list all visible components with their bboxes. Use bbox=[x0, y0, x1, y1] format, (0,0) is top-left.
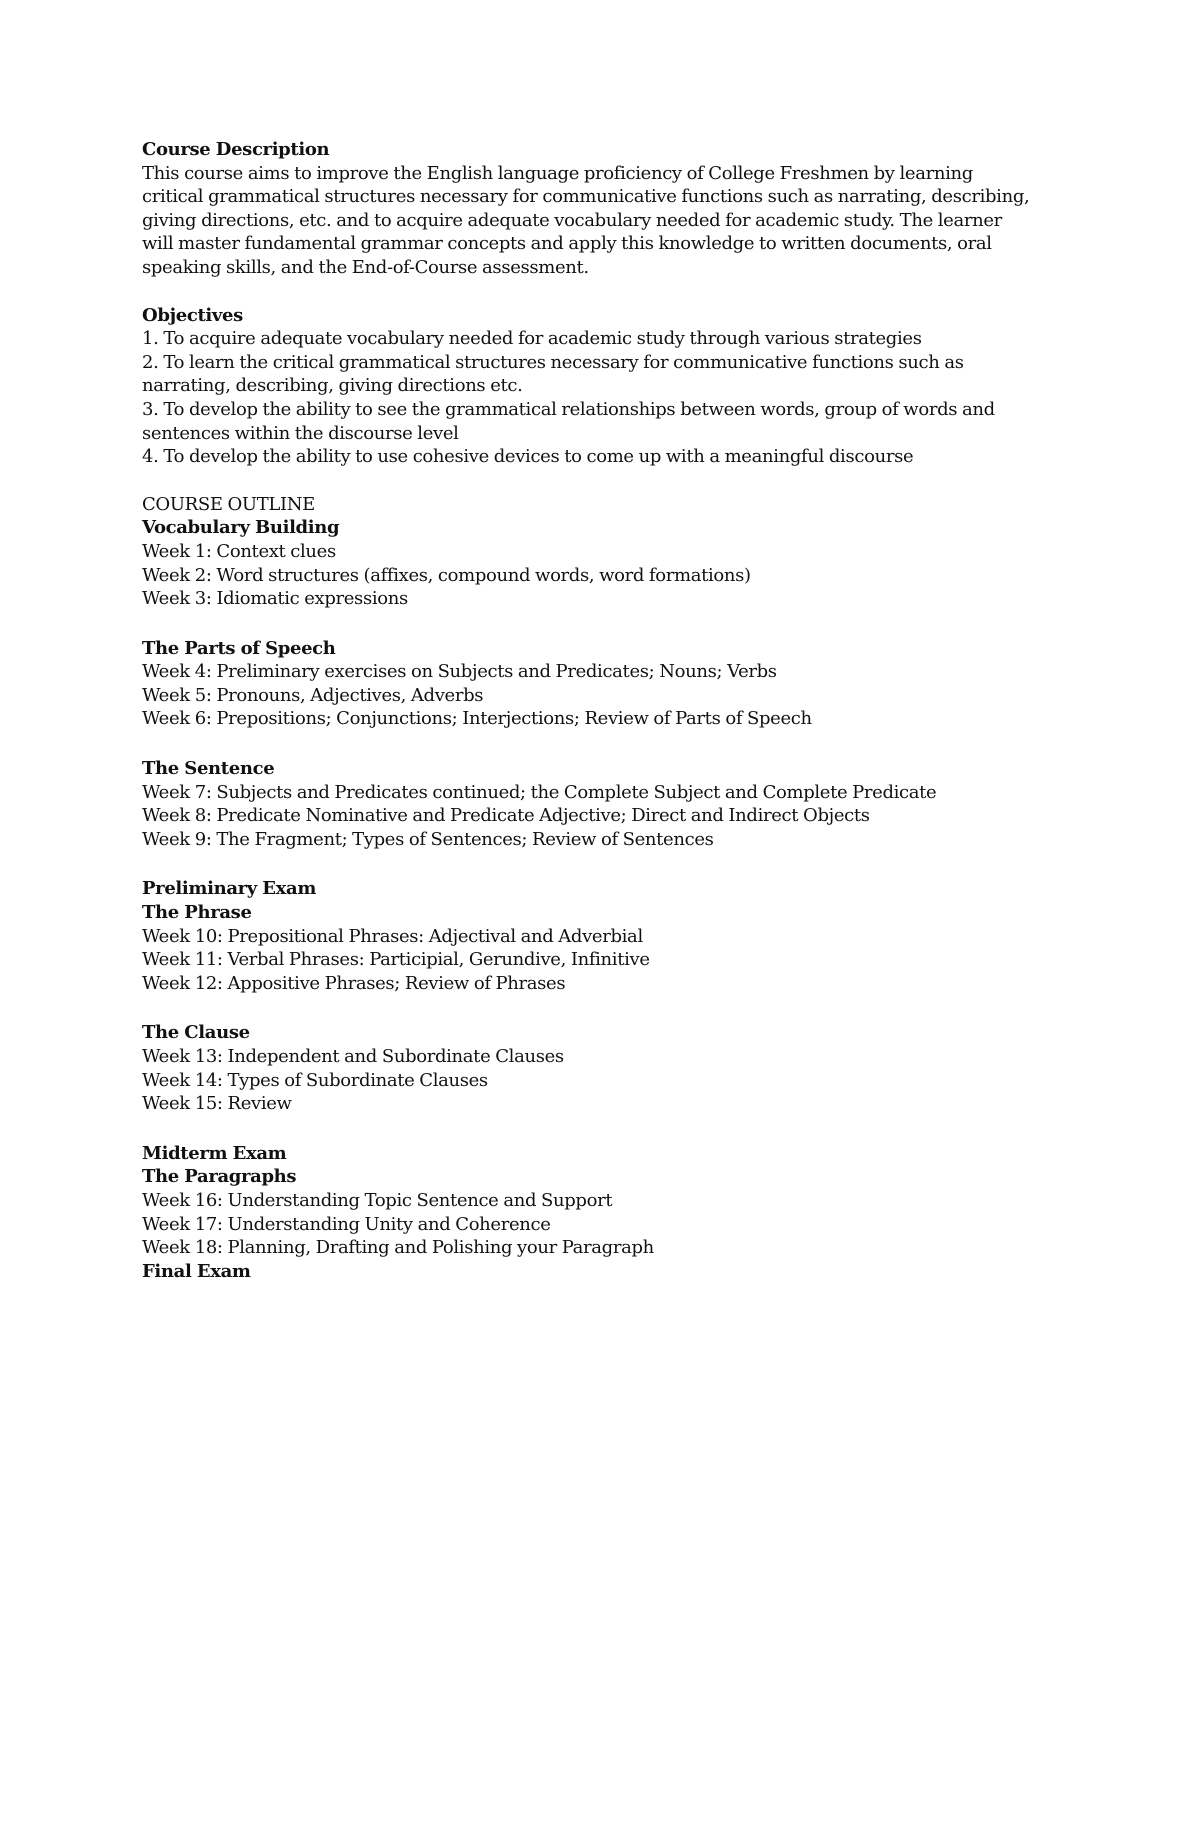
course-description-heading: Course Description bbox=[142, 139, 330, 160]
objective-line: sentences within the discourse level bbox=[142, 422, 459, 444]
week-item: Week 18: Planning, Drafting and Polishing your Paragraph bbox=[142, 1237, 654, 1259]
sentence-section bbox=[142, 757, 1062, 851]
spacer bbox=[142, 611, 1062, 637]
vocabulary-building-heading: Vocabulary Building bbox=[142, 517, 340, 539]
week-item: Week 16: Understanding Topic Sentence and Support bbox=[142, 1189, 613, 1211]
spacer bbox=[142, 469, 1062, 493]
week-item: Week 6: Prepositions; Conjunctions; Interjections; Review of Parts of Speech bbox=[142, 708, 812, 730]
clause-heading: The Clause bbox=[142, 1022, 250, 1044]
course-outline-title: COURSE OUTLINE bbox=[142, 493, 315, 515]
paragraphs-section bbox=[142, 1142, 1062, 1284]
objective-line: 4. To develop the ability to use cohesive devices to come up with a meaningful discourse bbox=[142, 446, 914, 468]
final-exam-heading: Final Exam bbox=[142, 1260, 251, 1282]
spacer bbox=[142, 731, 1062, 757]
week-item: Week 15: Review bbox=[142, 1093, 292, 1115]
week-item: Week 10: Prepositional Phrases: Adjectival and Adverbial bbox=[142, 925, 643, 947]
week-item: Week 14: Types of Subordinate Clauses bbox=[142, 1069, 488, 1091]
week-item: Week 1: Context clues bbox=[142, 540, 336, 562]
midterm-exam-heading: Midterm Exam bbox=[142, 1142, 287, 1164]
objectives-section bbox=[142, 304, 1062, 469]
week-item: Week 7: Subjects and Predicates continued; the Complete Subject and Complete Predicate bbox=[142, 781, 937, 803]
objective-line: 2. To learn the critical grammatical structures necessary for communicative functions such as bbox=[142, 351, 964, 373]
week-item: Week 3: Idiomatic expressions bbox=[142, 588, 408, 610]
course-outline-section bbox=[142, 493, 1062, 611]
spacer bbox=[142, 995, 1062, 1021]
course-description-line: critical grammatical structures necessary for communicative functions such as narrating, describing, bbox=[142, 186, 1030, 208]
week-item: Week 2: Word structures (affixes, compound words, word formations) bbox=[142, 564, 751, 586]
parts-of-speech-heading: The Parts of Speech bbox=[142, 637, 336, 659]
week-item: Week 17: Understanding Unity and Coherence bbox=[142, 1213, 551, 1235]
objective-line: 1. To acquire adequate vocabulary needed for academic study through various strategies bbox=[142, 328, 922, 350]
week-item: Week 12: Appositive Phrases; Review of Phrases bbox=[142, 972, 566, 994]
week-item: Week 5: Pronouns, Adjectives, Adverbs bbox=[142, 684, 484, 706]
objective-line: 3. To develop the ability to see the grammatical relationships between words, group of words and bbox=[142, 398, 995, 420]
week-item: Week 11: Verbal Phrases: Participial, Gerundive, Infinitive bbox=[142, 949, 650, 971]
course-description-line: will master fundamental grammar concepts and apply this knowledge to written documents, oral bbox=[142, 233, 992, 255]
course-description-section bbox=[142, 138, 1062, 280]
week-item: Week 13: Independent and Subordinate Clauses bbox=[142, 1046, 564, 1067]
course-description-line: giving directions, etc. and to acquire adequate vocabulary needed for academic study. The learner bbox=[142, 209, 1002, 231]
spacer bbox=[142, 851, 1062, 877]
clause-section bbox=[142, 1021, 1062, 1115]
spacer bbox=[142, 280, 1062, 304]
phrase-heading: The Phrase bbox=[142, 902, 252, 924]
course-description-line: This course aims to improve the English language proficiency of College Freshmen by learning bbox=[142, 162, 973, 184]
parts-of-speech-section bbox=[142, 637, 1062, 731]
sentence-heading: The Sentence bbox=[142, 758, 275, 780]
paragraphs-heading: The Paragraphs bbox=[142, 1166, 297, 1188]
week-item: Week 8: Predicate Nominative and Predicate Adjective; Direct and Indirect Objects bbox=[142, 805, 870, 827]
document-page bbox=[142, 138, 1062, 1283]
spacer bbox=[142, 1116, 1062, 1142]
week-item: Week 9: The Fragment; Types of Sentences; Review of Sentences bbox=[142, 828, 714, 850]
objective-line: narrating, describing, giving directions etc. bbox=[142, 375, 523, 397]
preliminary-exam-heading: Preliminary Exam bbox=[142, 878, 317, 900]
week-item: Week 4: Preliminary exercises on Subjects and Predicates; Nouns; Verbs bbox=[142, 661, 777, 683]
course-description-line: speaking skills, and the End-of-Course assessment. bbox=[142, 256, 589, 278]
objectives-heading: Objectives bbox=[142, 304, 243, 326]
phrase-section bbox=[142, 877, 1062, 995]
